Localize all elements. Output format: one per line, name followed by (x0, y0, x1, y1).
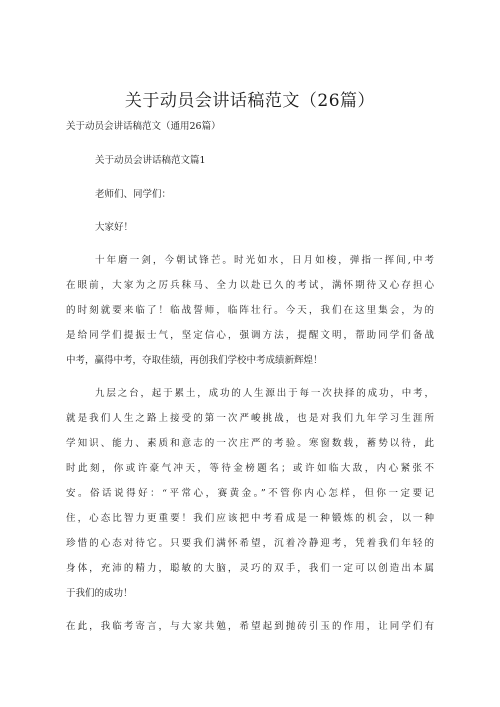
paragraph-3-line: 在此，我临考寄言，与大家共勉，希望起到抛砖引玉的作用，让同学们有 (66, 621, 434, 632)
paragraph-2-line: 安。俗话说得好：“平常心，赛黄金。”不管你内心怎样，但你一定要记 (66, 488, 434, 499)
paragraph-2-line: 九层之台，起于累土，成功的人生源出于每一次抉择的成功，中考， (95, 388, 434, 399)
paragraph-2-line: 住，心态比智力更重要！我们应该把中考看成是一种锻炼的机会，以一种 (66, 513, 434, 524)
paragraph-2-line: 身体，充沛的精力，聪敏的大脑，灵巧的双手，我们一定可以创造出本属 (66, 563, 434, 574)
paragraph-2-line: 就是我们人生之路上接受的第一次严峻挑战，也是对我们九年学习生涯所 (66, 413, 434, 424)
paragraph-1-line: 在眼前，大家为之厉兵秣马、全力以赴已久的考试，满怀期待又心存担心 (66, 280, 434, 291)
section-heading: 关于动员会讲话稿范文篇1 (95, 155, 206, 166)
paragraph-1-line: 的时刻就要来临了！临战誓师，临阵壮行。今天，我们在这里集会，为的 (66, 305, 434, 316)
paragraph-2-line: 时此刻，你或许豪气冲天，等待金榜题名；或许如临大敌，内心紧张不 (66, 463, 434, 474)
paragraph-2-line: 于我们的成功！ (66, 588, 133, 599)
salutation: 老师们、同学们： (95, 189, 172, 200)
paragraph-2-line: 学知识、能力、素质和意志的一次庄严的考验。寒窗数载，蓄势以待，此 (66, 438, 434, 449)
paragraph-1-line: 十年磨一剑，今朝试锋芒。时光如水，日月如梭，弹指一挥间,中考 (95, 255, 434, 266)
greeting: 大家好！ (95, 222, 134, 233)
document-title: 关于动员会讲话稿范文（26篇） (124, 91, 376, 111)
paragraph-2-line: 珍惜的心态对待它。只要我们满怀希望，沉着冷静迎考，凭着我们年轻的 (66, 538, 434, 549)
paragraph-1-line: 中考，赢得中考，夺取佳绩，再创我们学校中考成绩新辉煌！ (66, 355, 323, 366)
paragraph-1-line: 是给同学们提振士气，坚定信心，强调方法，提醒文明，帮助同学们备战 (66, 330, 434, 341)
document-subtitle: 关于动员会讲话稿范文（通用26篇） (66, 121, 221, 132)
